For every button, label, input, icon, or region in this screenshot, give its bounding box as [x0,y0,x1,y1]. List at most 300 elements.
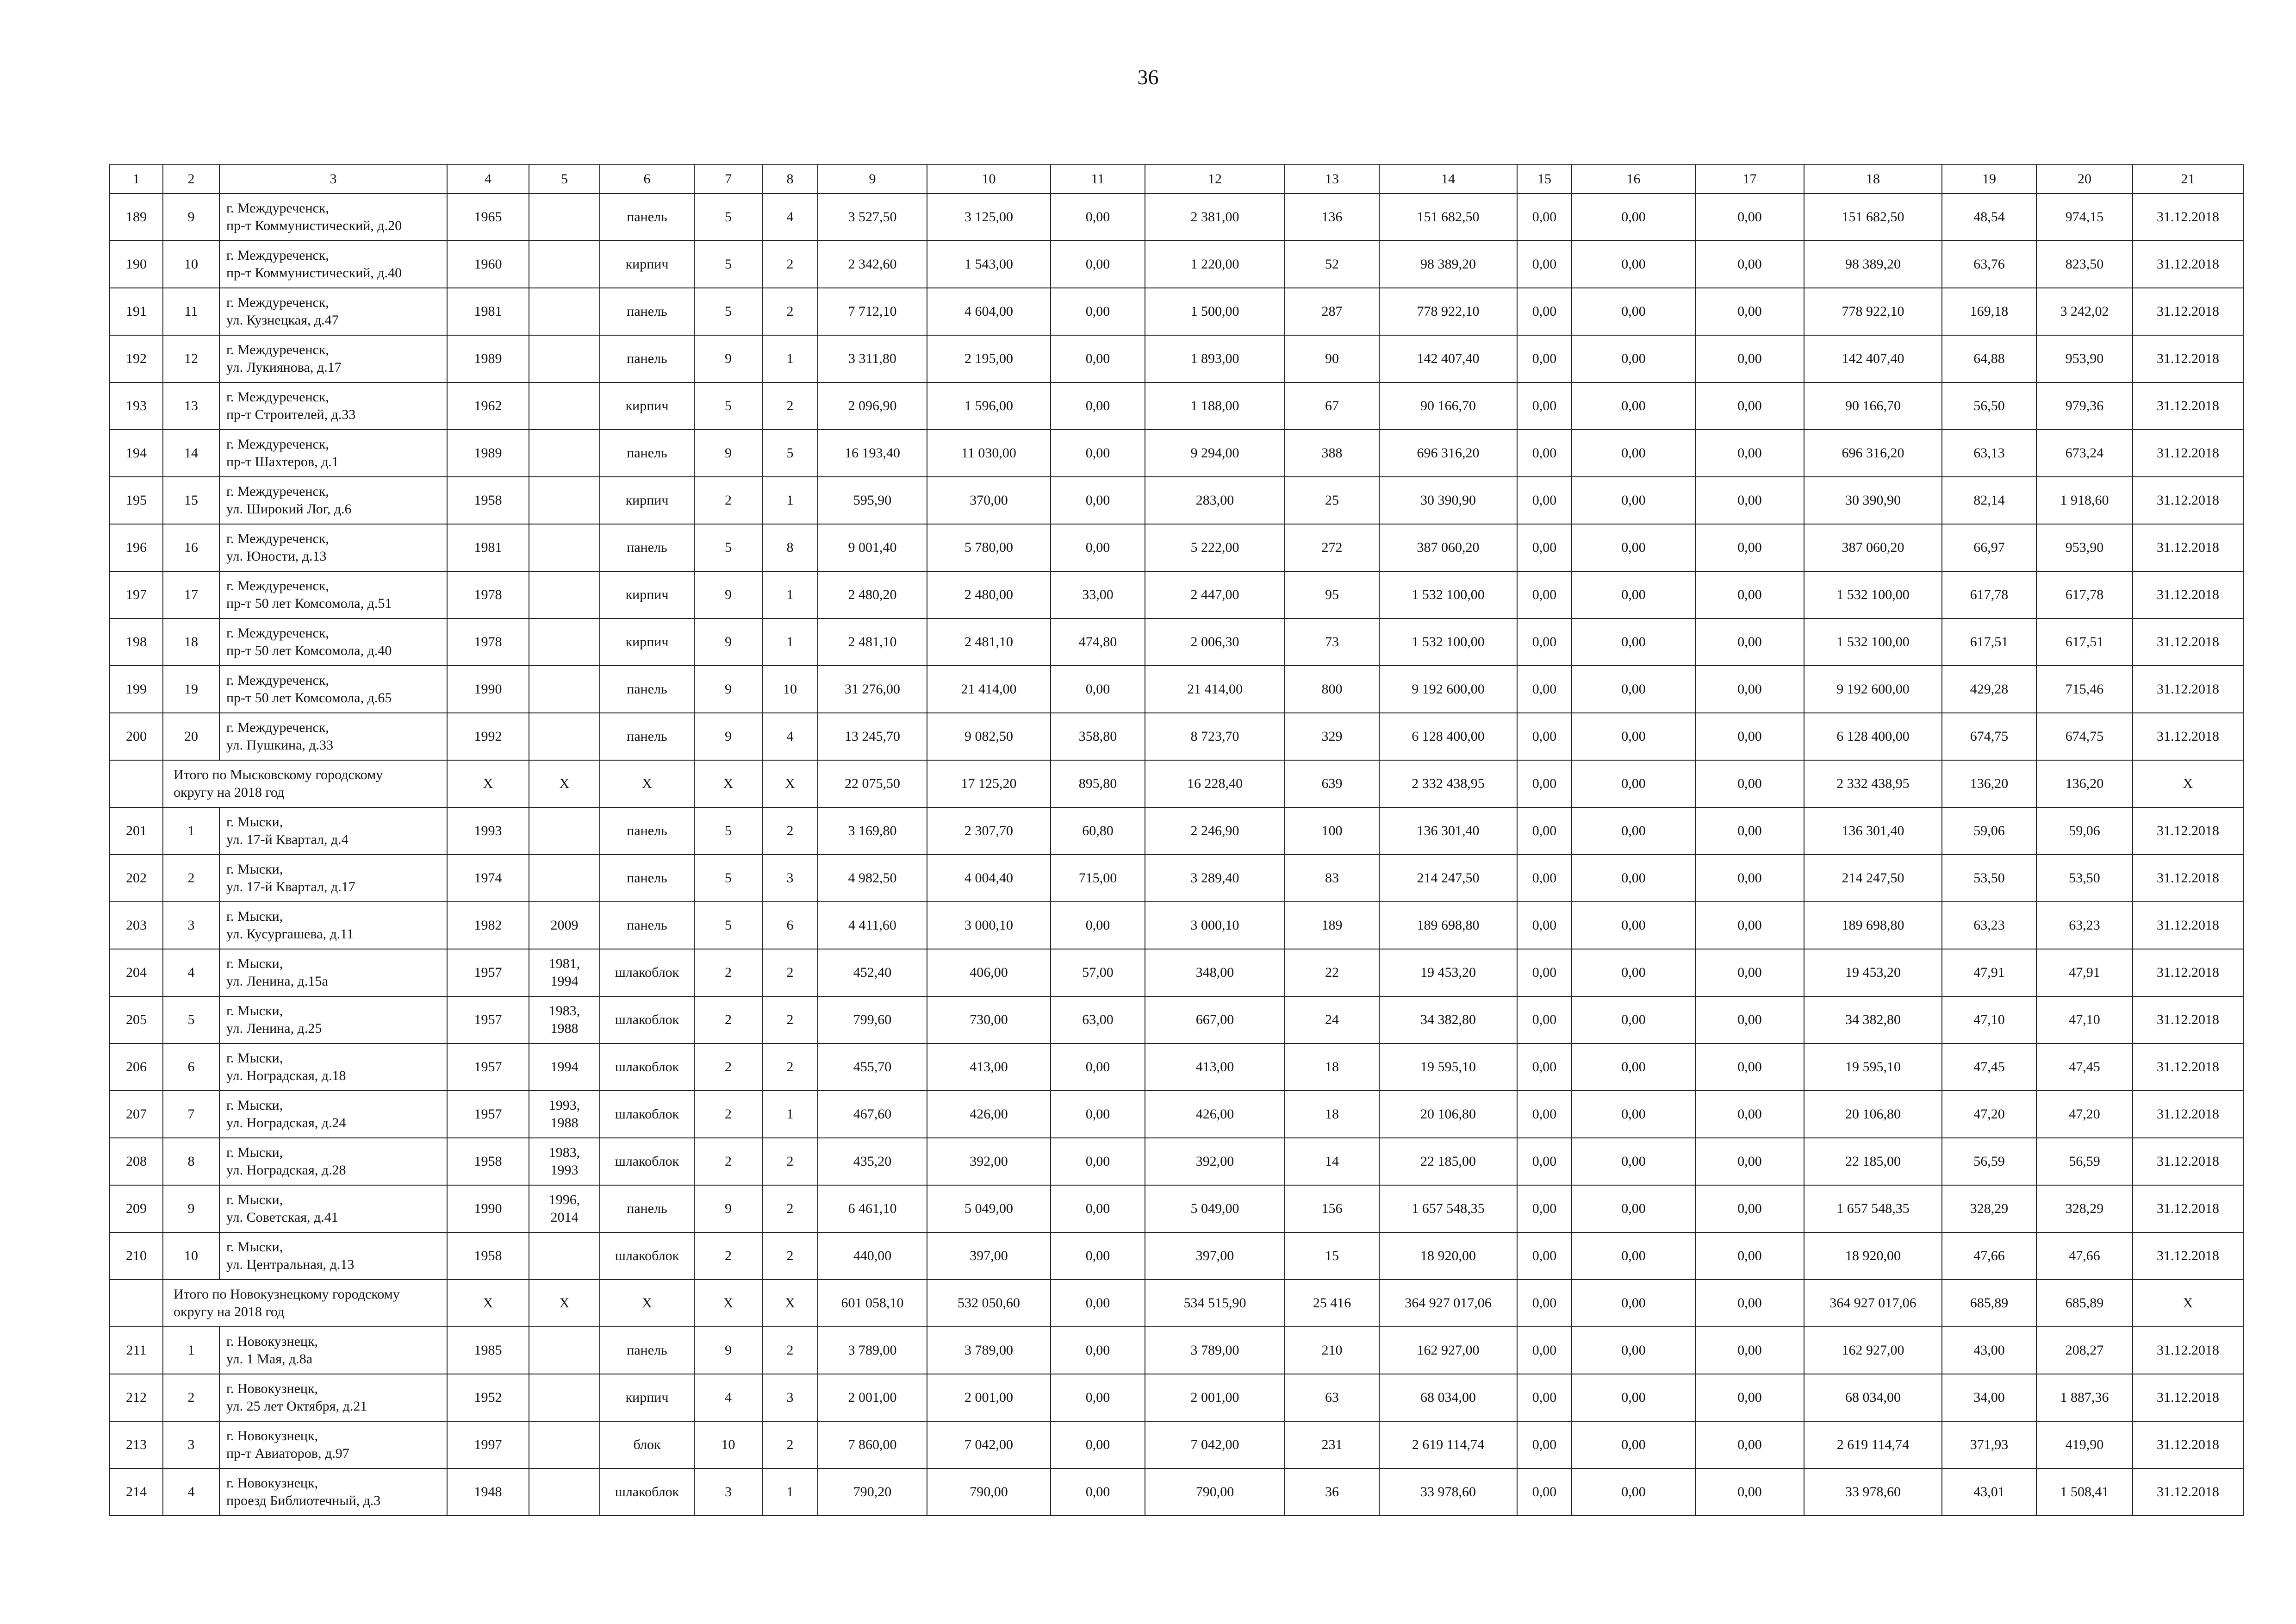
cell-col-10: 1 543,00 [927,241,1051,288]
subtotal-col-8: X [762,1280,818,1327]
subtotal-col-10: 17 125,20 [927,760,1051,807]
cell-col-12: 1 188,00 [1145,382,1285,430]
address-street: пр-т Строителей, д.33 [226,407,356,422]
cell-col-7: 5 [694,855,762,902]
cell-col-6: панель [600,855,694,902]
row-local-number: 11 [163,288,219,335]
cell-col-16: 0,00 [1572,524,1695,571]
cell-col-20: 953,90 [2036,524,2133,571]
cell-col-21: 31.12.2018 [2133,855,2243,902]
table-row [110,618,2243,666]
cell-col-11: 0,00 [1051,382,1145,430]
cell-col-21: 31.12.2018 [2133,949,2243,996]
row-local-number: 5 [163,996,219,1043]
address-city: г. Новокузнецк, [226,1334,318,1349]
cell-col-6: шлакоблок [600,1091,694,1138]
cell-col-15: 0,00 [1517,1468,1572,1516]
cell-col-17: 0,00 [1695,713,1804,760]
cell-col-8: 2 [762,1327,818,1374]
cell-col-12: 21 414,00 [1145,666,1285,713]
cell-col-12: 413,00 [1145,1043,1285,1091]
cell-col-12: 3 000,10 [1145,902,1285,949]
subtotal-col-12: 534 515,90 [1145,1280,1285,1327]
cell-col-19: 617,78 [1942,571,2036,618]
cell-col-13: 388 [1285,430,1379,477]
cell-col-17: 0,00 [1695,194,1804,241]
row-local-number: 17 [163,571,219,618]
cell-col-9: 3 789,00 [818,1327,927,1374]
column-header-10: 10 [927,165,1051,194]
cell-col-15: 0,00 [1517,1421,1572,1468]
table-row [110,1043,2243,1091]
subtotal-col-20: 136,20 [2036,760,2133,807]
address-street: ул. 25 лет Октября, д.21 [226,1399,367,1414]
cell-col-16: 0,00 [1572,1468,1695,1516]
cell-col-8: 2 [762,1185,818,1232]
cell-col-8: 2 [762,382,818,430]
cell-col-11: 60,80 [1051,807,1145,855]
cell-col-21: 31.12.2018 [2133,1043,2243,1091]
subtotal-row [110,760,2243,807]
build-year: 1965 [447,194,529,241]
cell-col-7: 2 [694,1043,762,1091]
table-row [110,477,2243,524]
cell-col-7: 9 [694,1327,762,1374]
renovation-year-cell [529,1327,600,1374]
cell-col-19: 674,75 [1942,713,2036,760]
cell-col-19: 429,28 [1942,666,2036,713]
cell-col-11: 0,00 [1051,477,1145,524]
cell-col-10: 790,00 [927,1468,1051,1516]
cell-col-10: 5 780,00 [927,524,1051,571]
cell-col-9: 2 342,60 [818,241,927,288]
cell-col-13: 14 [1285,1138,1379,1185]
cell-col-16: 0,00 [1572,618,1695,666]
cell-col-20: 59,06 [2036,807,2133,855]
cell-col-12: 426,00 [1145,1091,1285,1138]
address-street: ул. 17-й Квартал, д.17 [226,879,355,894]
subtotal-empty-cell [110,760,163,807]
housing-registry-table [109,164,2244,1516]
cell-col-15: 0,00 [1517,430,1572,477]
address-city: г. Мыски, [226,1145,283,1160]
cell-col-13: 83 [1285,855,1379,902]
cell-col-14: 6 128 400,00 [1379,713,1517,760]
cell-col-14: 18 920,00 [1379,1232,1517,1280]
subtotal-col-19: 685,89 [1942,1280,2036,1327]
address-cell [219,571,447,618]
cell-col-6: панель [600,194,694,241]
cell-col-15: 0,00 [1517,713,1572,760]
renovation-year-second: 1994 [550,974,579,989]
subtotal-col-16: 0,00 [1572,760,1695,807]
cell-col-12: 9 294,00 [1145,430,1285,477]
renovation-year-cell [529,996,600,1043]
row-local-number: 12 [163,335,219,382]
cell-col-21: 31.12.2018 [2133,1468,2243,1516]
subtotal-col-7: X [694,760,762,807]
row-number: 197 [110,571,163,618]
cell-col-16: 0,00 [1572,996,1695,1043]
cell-col-17: 0,00 [1695,430,1804,477]
address-cell [219,807,447,855]
row-number: 196 [110,524,163,571]
column-header-18: 18 [1804,165,1942,194]
cell-col-8: 1 [762,335,818,382]
cell-col-21: 31.12.2018 [2133,1091,2243,1138]
cell-col-7: 9 [694,618,762,666]
build-year: 1989 [447,430,529,477]
cell-col-20: 674,75 [2036,713,2133,760]
address-street: ул. Ленина, д.25 [226,1021,322,1036]
address-cell [219,288,447,335]
cell-col-10: 413,00 [927,1043,1051,1091]
address-street: ул. Лукиянова, д.17 [226,360,342,375]
renovation-year-cell [529,1374,600,1421]
row-number: 212 [110,1374,163,1421]
cell-col-11: 0,00 [1051,902,1145,949]
cell-col-19: 56,59 [1942,1138,2036,1185]
cell-col-20: 208,27 [2036,1327,2133,1374]
cell-col-14: 151 682,50 [1379,194,1517,241]
cell-col-13: 63 [1285,1374,1379,1421]
cell-col-11: 63,00 [1051,996,1145,1043]
cell-col-6: панель [600,288,694,335]
row-number: 195 [110,477,163,524]
cell-col-19: 47,20 [1942,1091,2036,1138]
cell-col-12: 790,00 [1145,1468,1285,1516]
cell-col-13: 52 [1285,241,1379,288]
row-number: 200 [110,713,163,760]
address-street: пр-т 50 лет Комсомола, д.65 [226,690,392,706]
cell-col-18: 68 034,00 [1804,1374,1942,1421]
cell-col-11: 0,00 [1051,194,1145,241]
cell-col-8: 2 [762,996,818,1043]
cell-col-15: 0,00 [1517,1232,1572,1280]
cell-col-14: 22 185,00 [1379,1138,1517,1185]
cell-col-8: 2 [762,241,818,288]
row-local-number: 16 [163,524,219,571]
cell-col-15: 0,00 [1517,855,1572,902]
cell-col-9: 799,60 [818,996,927,1043]
table-row [110,1232,2243,1280]
cell-col-18: 778 922,10 [1804,288,1942,335]
subtotal-label [163,1280,447,1327]
address-street: пр-т Шахтеров, д.1 [226,454,339,469]
row-local-number: 9 [163,194,219,241]
table-row [110,666,2243,713]
cell-col-12: 7 042,00 [1145,1421,1285,1468]
row-local-number: 9 [163,1185,219,1232]
address-cell [219,902,447,949]
cell-col-21: 31.12.2018 [2133,571,2243,618]
renovation-year-cell [529,241,600,288]
build-year: 1957 [447,1043,529,1091]
cell-col-19: 47,45 [1942,1043,2036,1091]
cell-col-9: 2 480,20 [818,571,927,618]
cell-col-10: 1 596,00 [927,382,1051,430]
cell-col-13: 24 [1285,996,1379,1043]
cell-col-12: 2 381,00 [1145,194,1285,241]
column-header-8: 8 [762,165,818,194]
cell-col-12: 2 001,00 [1145,1374,1285,1421]
cell-col-15: 0,00 [1517,477,1572,524]
cell-col-18: 9 192 600,00 [1804,666,1942,713]
cell-col-7: 2 [694,1232,762,1280]
cell-col-8: 5 [762,430,818,477]
cell-col-14: 19 595,10 [1379,1043,1517,1091]
renovation-year-cell [529,1138,600,1185]
subtotal-label-line: округу на 2018 год [174,1304,285,1319]
row-number: 207 [110,1091,163,1138]
renovation-year-cell [529,1468,600,1516]
cell-col-15: 0,00 [1517,1327,1572,1374]
address-cell [219,241,447,288]
row-local-number: 2 [163,1374,219,1421]
cell-col-6: панель [600,524,694,571]
address-street: ул. Ноградская, д.28 [226,1162,346,1178]
subtotal-col-16: 0,00 [1572,1280,1695,1327]
cell-col-19: 169,18 [1942,288,2036,335]
column-header-16: 16 [1572,165,1695,194]
cell-col-10: 3 125,00 [927,194,1051,241]
address-street: ул. Кусургашева, д.11 [226,926,354,942]
cell-col-19: 63,76 [1942,241,2036,288]
address-street: проезд Библиотечный, д.3 [226,1493,381,1508]
row-local-number: 1 [163,1327,219,1374]
address-street: пр-т 50 лет Комсомола, д.40 [226,643,392,658]
cell-col-18: 19 453,20 [1804,949,1942,996]
cell-col-15: 0,00 [1517,241,1572,288]
address-street: ул. Ноградская, д.24 [226,1115,346,1131]
table-row [110,713,2243,760]
subtotal-col-18: 364 927 017,06 [1804,1280,1942,1327]
cell-col-14: 189 698,80 [1379,902,1517,949]
cell-col-10: 397,00 [927,1232,1051,1280]
cell-col-8: 3 [762,855,818,902]
address-cell [219,1374,447,1421]
cell-col-17: 0,00 [1695,288,1804,335]
subtotal-col-9: 22 075,50 [818,760,927,807]
cell-col-17: 0,00 [1695,241,1804,288]
cell-col-9: 440,00 [818,1232,927,1280]
cell-col-21: 31.12.2018 [2133,288,2243,335]
row-number: 213 [110,1421,163,1468]
build-year: 1978 [447,571,529,618]
address-street: ул. Советская, д.41 [226,1210,338,1225]
subtotal-col-5: X [529,1280,600,1327]
cell-col-20: 715,46 [2036,666,2133,713]
row-number: 193 [110,382,163,430]
build-year: 1981 [447,524,529,571]
table-row [110,1138,2243,1185]
cell-col-18: 387 060,20 [1804,524,1942,571]
cell-col-12: 5 222,00 [1145,524,1285,571]
cell-col-18: 34 382,80 [1804,996,1942,1043]
cell-col-18: 142 407,40 [1804,335,1942,382]
renovation-year: 1994 [550,1059,579,1074]
column-header-1: 1 [110,165,163,194]
renovation-year: 1993, [548,1098,580,1113]
cell-col-7: 3 [694,1468,762,1516]
cell-col-9: 3 311,80 [818,335,927,382]
cell-col-11: 0,00 [1051,1043,1145,1091]
cell-col-16: 0,00 [1572,194,1695,241]
cell-col-20: 1 918,60 [2036,477,2133,524]
cell-col-13: 15 [1285,1232,1379,1280]
cell-col-15: 0,00 [1517,1091,1572,1138]
cell-col-15: 0,00 [1517,1185,1572,1232]
cell-col-10: 4 004,40 [927,855,1051,902]
cell-col-7: 2 [694,477,762,524]
cell-col-11: 0,00 [1051,1185,1145,1232]
cell-col-16: 0,00 [1572,1421,1695,1468]
address-city: г. Мыски, [226,1239,283,1255]
row-number: 208 [110,1138,163,1185]
cell-col-19: 56,50 [1942,382,2036,430]
subtotal-col-6: X [600,760,694,807]
cell-col-13: 136 [1285,194,1379,241]
cell-col-7: 9 [694,713,762,760]
table-row [110,571,2243,618]
cell-col-14: 9 192 600,00 [1379,666,1517,713]
cell-col-9: 4 411,60 [818,902,927,949]
cell-col-8: 2 [762,288,818,335]
build-year: 1992 [447,713,529,760]
cell-col-19: 43,00 [1942,1327,2036,1374]
cell-col-16: 0,00 [1572,1374,1695,1421]
cell-col-6: шлакоблок [600,1043,694,1091]
cell-col-20: 47,66 [2036,1232,2133,1280]
cell-col-19: 47,66 [1942,1232,2036,1280]
cell-col-9: 16 193,40 [818,430,927,477]
table-row [110,430,2243,477]
build-year: 1962 [447,382,529,430]
subtotal-col-15: 0,00 [1517,760,1572,807]
renovation-year-second: 2014 [550,1210,579,1225]
renovation-year-cell [529,335,600,382]
renovation-year-cell [529,855,600,902]
subtotal-col-19: 136,20 [1942,760,2036,807]
table-row [110,1421,2243,1468]
subtotal-col-14: 364 927 017,06 [1379,1280,1517,1327]
cell-col-6: кирпич [600,618,694,666]
cell-col-8: 2 [762,1232,818,1280]
cell-col-21: 31.12.2018 [2133,1374,2243,1421]
subtotal-col-21: X [2133,1280,2243,1327]
build-year: 1952 [447,1374,529,1421]
cell-col-17: 0,00 [1695,335,1804,382]
cell-col-19: 47,10 [1942,996,2036,1043]
cell-col-14: 30 390,90 [1379,477,1517,524]
cell-col-12: 3 289,40 [1145,855,1285,902]
row-number: 198 [110,618,163,666]
subtotal-col-17: 0,00 [1695,760,1804,807]
cell-col-6: кирпич [600,571,694,618]
cell-col-18: 696 316,20 [1804,430,1942,477]
cell-col-13: 67 [1285,382,1379,430]
build-year: 1985 [447,1327,529,1374]
cell-col-17: 0,00 [1695,1138,1804,1185]
address-cell [219,382,447,430]
renovation-year-cell [529,949,600,996]
cell-col-12: 2 246,90 [1145,807,1285,855]
cell-col-21: 31.12.2018 [2133,1138,2243,1185]
cell-col-9: 31 276,00 [818,666,927,713]
cell-col-18: 136 301,40 [1804,807,1942,855]
renovation-year-second: 1988 [550,1115,579,1131]
cell-col-19: 63,23 [1942,902,2036,949]
subtotal-col-10: 532 050,60 [927,1280,1051,1327]
renovation-year-cell [529,666,600,713]
subtotal-col-15: 0,00 [1517,1280,1572,1327]
subtotal-col-11: 0,00 [1051,1280,1145,1327]
subtotal-label [163,760,447,807]
cell-col-8: 3 [762,1374,818,1421]
cell-col-13: 25 [1285,477,1379,524]
renovation-year-cell [529,288,600,335]
cell-col-19: 63,13 [1942,430,2036,477]
cell-col-11: 0,00 [1051,1421,1145,1468]
row-local-number: 15 [163,477,219,524]
address-street: пр-т Коммунистический, д.40 [226,265,402,281]
cell-col-13: 36 [1285,1468,1379,1516]
cell-col-13: 272 [1285,524,1379,571]
cell-col-20: 617,51 [2036,618,2133,666]
subtotal-label-line: Итого по Новокузнецкому городскому [174,1287,400,1302]
cell-col-12: 283,00 [1145,477,1285,524]
address-city: г. Междуреченск, [226,389,329,405]
cell-col-7: 9 [694,666,762,713]
cell-col-20: 63,23 [2036,902,2133,949]
subtotal-col-18: 2 332 438,95 [1804,760,1942,807]
subtotal-col-6: X [600,1280,694,1327]
cell-col-18: 18 920,00 [1804,1232,1942,1280]
cell-col-6: шлакоблок [600,1138,694,1185]
cell-col-21: 31.12.2018 [2133,902,2243,949]
row-number: 199 [110,666,163,713]
table-row [110,382,2243,430]
address-street: пр-т 50 лет Комсомола, д.51 [226,596,392,611]
cell-col-11: 0,00 [1051,241,1145,288]
build-year: 1981 [447,288,529,335]
cell-col-16: 0,00 [1572,1327,1695,1374]
cell-col-7: 4 [694,1374,762,1421]
cell-col-21: 31.12.2018 [2133,335,2243,382]
column-header-11: 11 [1051,165,1145,194]
address-cell [219,1138,447,1185]
cell-col-21: 31.12.2018 [2133,1232,2243,1280]
cell-col-17: 0,00 [1695,1327,1804,1374]
cell-col-9: 3 169,80 [818,807,927,855]
cell-col-17: 0,00 [1695,1421,1804,1468]
cell-col-16: 0,00 [1572,807,1695,855]
row-local-number: 6 [163,1043,219,1091]
address-city: г. Мыски, [226,909,283,924]
cell-col-16: 0,00 [1572,713,1695,760]
cell-col-16: 0,00 [1572,430,1695,477]
renovation-year-cell [529,1421,600,1468]
address-cell [219,949,447,996]
table-row [110,1091,2243,1138]
renovation-year-cell [529,713,600,760]
cell-col-14: 142 407,40 [1379,335,1517,382]
cell-col-21: 31.12.2018 [2133,241,2243,288]
renovation-year-cell [529,194,600,241]
cell-col-7: 5 [694,807,762,855]
cell-col-12: 1 500,00 [1145,288,1285,335]
cell-col-17: 0,00 [1695,382,1804,430]
